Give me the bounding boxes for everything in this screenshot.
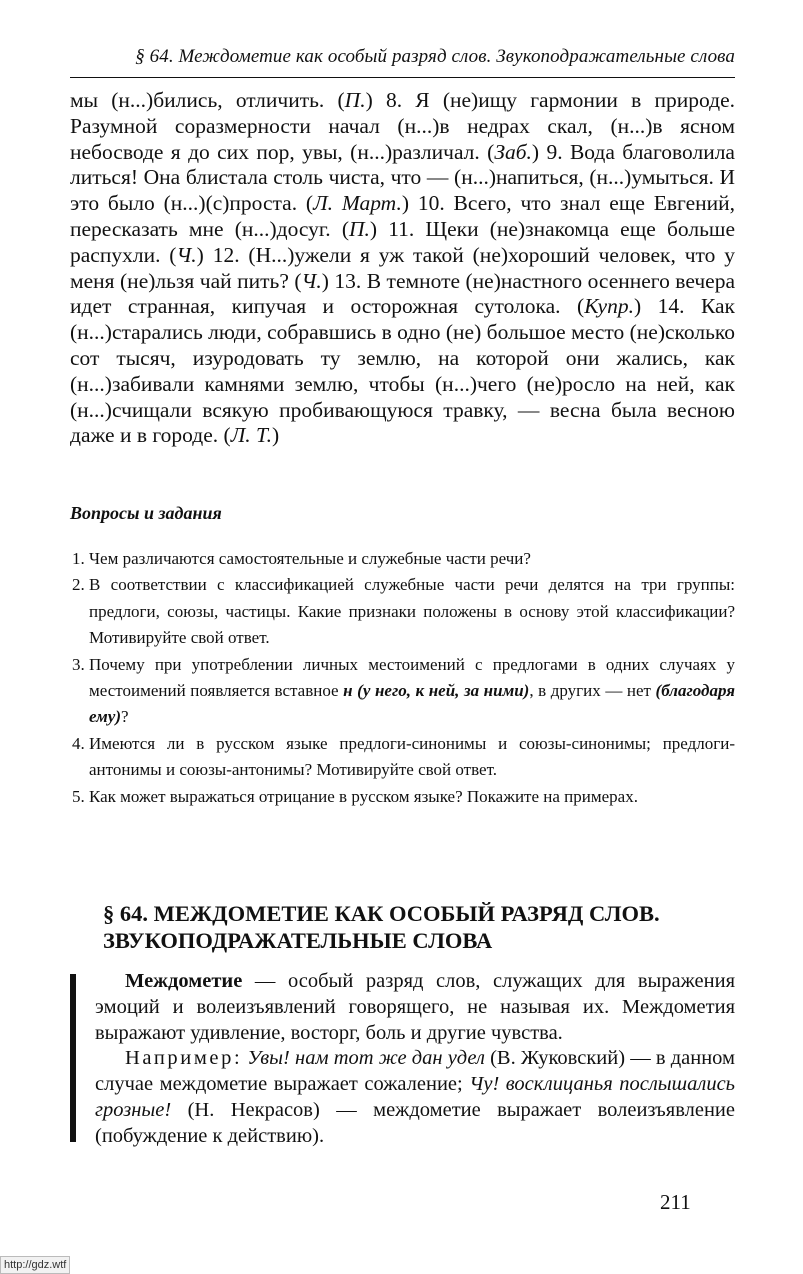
question-text: Как может выражаться отрицание в русском языке? Покажите на примерах.: [89, 786, 638, 806]
section-title-line: ЗВУКОПОДРАЖАТЕЛЬНЫЕ СЛОВА: [103, 928, 493, 953]
running-header: § 64. Междометие как особый разряд слов. Звукоподражательные слова: [135, 46, 735, 67]
author-abbrev: Л. Март.: [313, 191, 402, 216]
author-abbrev: Ч.: [176, 242, 197, 267]
author-abbrev: Л. Т.: [230, 423, 272, 448]
definition-paragraph: [95, 969, 735, 1046]
question-text: ?: [120, 707, 129, 727]
author-abbrev: П.: [344, 88, 366, 112]
exercise-fragment: ) 13. В темноте (не)настного осеннего вечера идет странная, кипучая и осторожная сутолока. (: [70, 268, 735, 319]
question-item: [70, 784, 735, 810]
example-source: (Н. Некрасов) — междометие выражает волеизъявление (побуждение к действию).: [95, 1098, 735, 1147]
question-text: , в других — нет: [529, 681, 656, 701]
question-number: 5.: [72, 786, 85, 806]
exercise-fragment: ): [271, 423, 280, 448]
example-paragraph: [95, 1046, 735, 1149]
example-quote: Увы! нам тот же дан удел: [247, 1047, 485, 1070]
question-number: 4.: [72, 733, 85, 753]
question-example: (благодаря ему): [89, 681, 736, 727]
exercise-fragment: ) 12. (Н...)ужели я уж такой (не)хороший человек, что у меня (не)льзя чай пить? (: [70, 242, 735, 293]
exercise-fragment: ) 14. Как (н...)старались люди, собравшись в одно (не) большое место (не)сколько сот тысяч, изуродовать ту землю, на которой они жались, как (н...)забивали камнями землю, чтобы (н...)чего (не)росло на ней, как (н...)счищали всякую пробивающуюся травку, — весна была весною даже и в городе. (: [70, 294, 735, 448]
question-text: В соответствии с классификацией служебные части речи делятся на три группы: предлоги, союзы, частицы. Какие признаки положены в основу этой классификации? Мотивируйте свой ответ.: [89, 575, 735, 648]
exercise-fragment: мы (н...)бились, отличить. (: [70, 88, 345, 112]
question-item: [70, 731, 735, 784]
example-source: (В. Жуковский) — в данном случае междометие выражает сожаление;: [95, 1047, 736, 1096]
question-item: [70, 572, 735, 651]
author-abbrev: П.: [348, 216, 370, 241]
exercise-text: [70, 88, 735, 449]
margin-bar: [70, 974, 76, 1142]
exercise-fragment: ) 9. Вода благоволила литься! Она блистала столь чиста, что — (н...)напиться, (н...)умыться. И это было (н...)(с)проста. (: [70, 139, 735, 216]
example-label: Например:: [125, 1047, 243, 1070]
author-abbrev: Заб.: [494, 139, 532, 164]
question-text: Имеются ли в русском языке предлоги-синонимы и союзы-синонимы; предлоги-антонимы и союзы-антонимы? Мотивируйте свой ответ.: [89, 733, 735, 780]
section-title-line: § 64. МЕЖДОМЕТИЕ КАК ОСОБЫЙ РАЗРЯД СЛОВ.: [103, 901, 660, 926]
question-example: н (у него, к ней, за ними): [343, 681, 530, 701]
page-number: 211: [660, 1190, 691, 1214]
questions-list: [70, 546, 735, 810]
question-number: 1.: [72, 549, 85, 568]
section-title: [103, 900, 733, 954]
question-number: 3.: [72, 654, 85, 674]
definition-term: Междометие: [125, 970, 243, 992]
questions-heading: Вопросы и задания: [70, 503, 222, 523]
header-rule: [70, 77, 735, 78]
exercise-fragment: ) 8. Я (не)ищу гармонии в природе. Разумной соразмерности начал (н...)в недрах скал, (н...)в ясном небосводе я до сих пор, увы, (н...)различал. (: [70, 88, 735, 164]
watermark-link[interactable]: http://gdz.wtf: [0, 1256, 70, 1274]
definition-block: [95, 969, 735, 1150]
exercise-fragment: ) 11. Щеки (не)знакомца еще больше распухли. (: [70, 216, 735, 267]
question-item: [70, 652, 735, 731]
exercise-fragment: ) 10. Всего, что знал еще Евгений, пересказать мне (н...)досуг. (: [70, 191, 736, 241]
author-abbrev: Ч.: [301, 268, 322, 293]
example-quote: Чу! восклицанья послышались грозные!: [95, 1073, 735, 1121]
author-abbrev: Купр.: [584, 294, 634, 319]
question-number: 2.: [72, 575, 85, 595]
question-item: [70, 546, 735, 572]
definition-text: — особый разряд слов, служащих для выражения эмоций и волеизъявлений говорящего, не называя их. Междометия выражают удивление, восторг, боль и другие чувства.: [95, 970, 735, 1044]
question-text: Чем различаются самостоятельные и служебные части речи?: [89, 549, 531, 568]
question-text: Почему при употреблении личных местоимений с предлогами в одних случаях у местоимений появляется вставное: [89, 654, 735, 701]
